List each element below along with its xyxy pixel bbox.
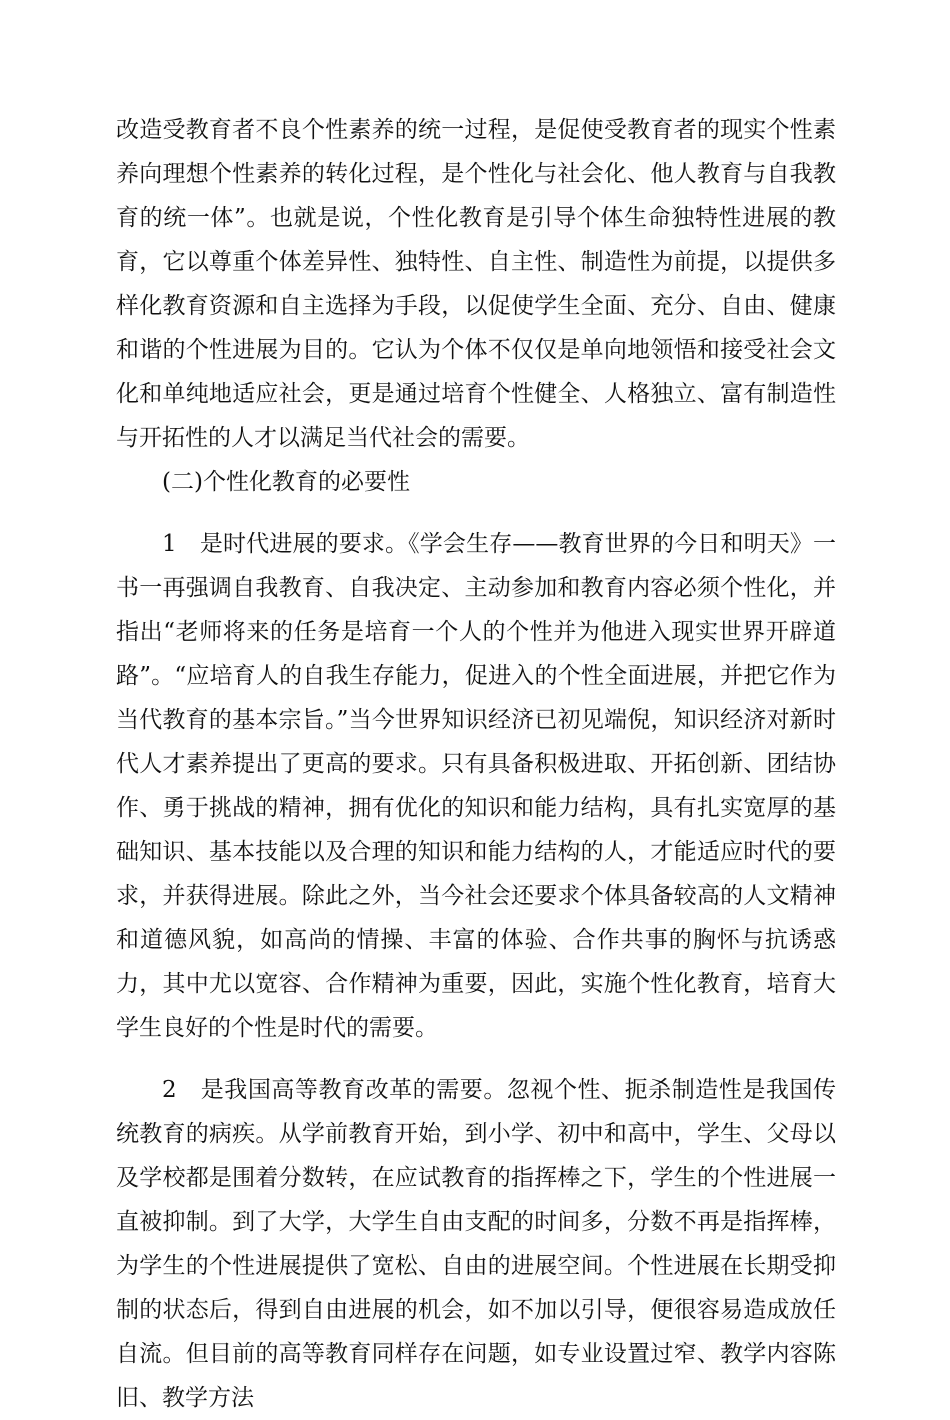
- paragraph-continuation: 改造受教育者不良个性素养的统一过程，是促使受教育者的现实个性素养向理想个性素养的转化过程，是个性化与社会化、他人教育与自我教育的统一体”。也就是说，个性化教育是引导个体生命独特性进展的教育，它以尊重个体差异性、独特性、自主性、制造性为前提，以提供多样化教育资源和自主选择为手段，以促使学生全面、充分、自由、健康和谐的个性进展为目的。它认为个体不仅仅是单向地领悟和接受社会文化和单纯地适应社会，更是通过培育个性健全、人格独立、富有制造性与开拓性的人才以满足当代社会的需要。: [116, 117, 836, 451]
- point-paragraph-1: 1 是时代进展的要求。《学会生存——教育世界的今日和明天》一书一再强调自我教育、自我决定、主动参加和教育内容必须个性化，并指出“老师将来的任务是培育一个人的个性并为他进入现实世界开辟道路”。“应培育人的自我生存能力，促进入的个性全面进展，并把它作为当代教育的基本宗旨。”当今世界知识经济已初见端倪，知识经济对新时代人才素养提出了更高的要求。只有具备积极进取、开拓创新、团结协作、勇于挑战的精神，拥有优化的知识和能力结构，具有扎实宽厚的基础知识、基本技能以及合理的知识和能力结构的人，才能适应时代的要求，并获得进展。除此之外，当今社会还要求个体具备较高的人文精神和道德风貌，如高尚的情操、丰富的体验、合作共事的胸怀与抗诱惑力，其中尤以宽容、合作精神为重要，因此，实施个性化教育，培育大学生良好的个性是时代的需要。: [116, 531, 836, 1041]
- point-paragraph-2: 2 是我国高等教育改革的需要。忽视个性、扼杀制造性是我国传统教育的病疾。从学前教育开始，到小学、初中和高中，学生、父母以及学校都是围着分数转，在应试教育的指挥棒之下，学生的个性进展一直被抑制。到了大学，大学生自由支配的时间多，分数不再是指挥棒，为学生的个性进展提供了宽松、自由的进展空间。个性进展在长期受抑制的状态后，得到自由进展的机会，如不加以引导，便很容易造成放任自流。但目前的高等教育同样存在问题，如专业设置过窄、教学内容陈旧、教学方法: [116, 1077, 836, 1411]
- document-body: [116, 108, 836, 1420]
- section-heading: (二)个性化教育的必要性: [162, 469, 410, 495]
